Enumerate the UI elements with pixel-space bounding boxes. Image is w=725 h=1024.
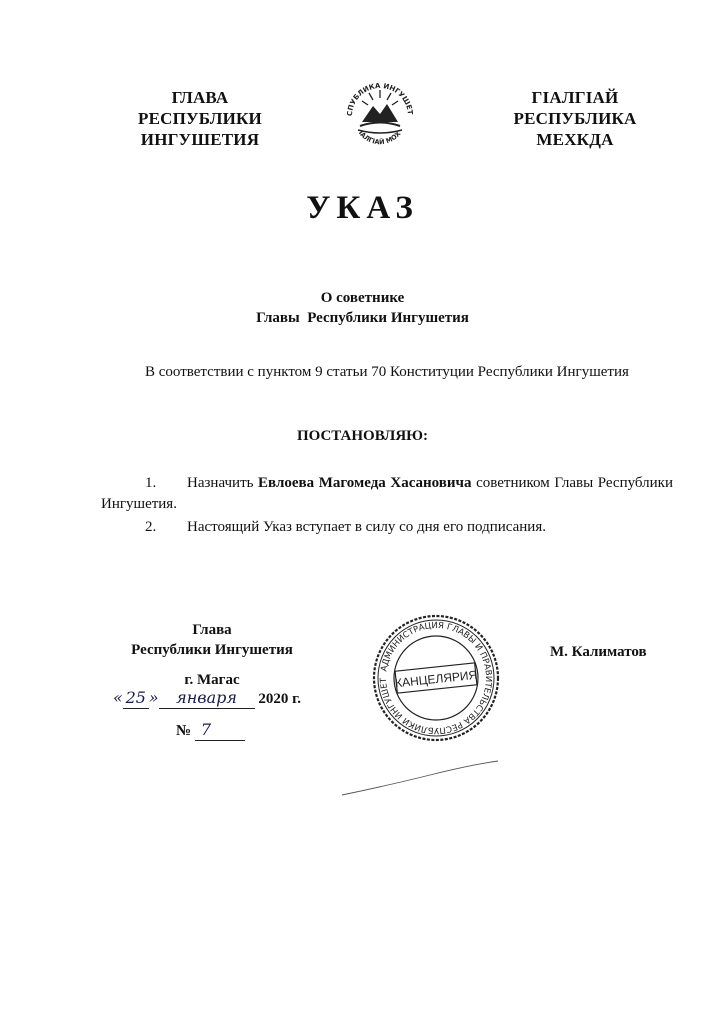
header-left-line-3: ИНГУШЕТИЯ xyxy=(140,130,260,149)
signature-position xyxy=(112,620,312,660)
signature-position-line-2: Республики Ингушетия xyxy=(131,642,293,658)
header-left-line-2: РЕСПУБЛИКИ xyxy=(138,109,262,128)
item-1-text-before: Назначить xyxy=(187,475,259,491)
svg-text:АДМИНИСТРАЦИЯ ГЛАВЫ И ПРАВИТЕЛ: АДМИНИСТРАЦИЯ ГЛАВЫ И ПРАВИТЕЛЬСТВА РЕСПУБЛИКИ ИНГУШЕТ xyxy=(378,620,494,736)
item-2-number: 2. xyxy=(145,519,157,535)
item-1-number: 1. xyxy=(145,475,157,491)
document-number xyxy=(176,720,245,741)
item-2-text: Настоящий Указ вступает в силу со дня его подписания. xyxy=(187,519,546,535)
header-left xyxy=(105,87,295,150)
date-day: 25 xyxy=(123,688,149,709)
signature-position-line-1: Глава xyxy=(192,622,232,638)
item-1-text-after: советником Главы Республики Ингушетия. xyxy=(101,475,677,512)
stamp-center-label: КАНЦЕЛЯРИЯ xyxy=(394,667,478,691)
date-month: января xyxy=(159,688,255,709)
svg-text:РЕСПУБЛИКА ИНГУШЕТИЯ: СПУБЛИКА ИНГУШЕТ xyxy=(345,81,415,117)
preamble-paragraph: В соответствии с пунктом 9 статьи 70 Конституции Республики Ингушетия xyxy=(145,364,629,380)
document-subject xyxy=(0,288,725,328)
date-open-quote: « xyxy=(113,688,123,707)
signatory-name: М. Калиматов xyxy=(550,644,647,660)
item-1-appointee: Евлоева Магомеда Хасановича xyxy=(258,475,472,491)
document-title: УКАЗ xyxy=(306,190,419,226)
decree-item-1 xyxy=(101,473,677,515)
header-right-line-1: ГIАЛГIАЙ xyxy=(531,88,619,107)
header-right-line-3: МЕХКДА xyxy=(536,130,614,149)
number-value: 7 xyxy=(195,720,245,741)
office-stamp xyxy=(370,612,502,744)
decree-item-2 xyxy=(101,517,673,538)
signing-place: г. Магас xyxy=(184,672,240,688)
header-left-line-1: ГЛАВА xyxy=(171,88,229,107)
handwritten-signature xyxy=(340,755,500,805)
number-label: № xyxy=(176,723,192,739)
header-right-line-2: РЕСПУБЛИКА xyxy=(513,109,637,128)
header-right xyxy=(490,87,660,150)
decree-heading: ПОСТАНОВЛЯЮ: xyxy=(296,428,429,444)
svg-text:ГIАЛГIАЙ МОХК: IАЛГIАЙ МОХ xyxy=(356,129,403,147)
emblem-icon xyxy=(340,72,420,152)
subject-line-1: О советнике xyxy=(320,290,405,306)
date-close-quote: » xyxy=(148,688,159,707)
date-year: 2020 г. xyxy=(258,691,301,707)
subject-line-2: Главы Республики Ингушетия xyxy=(256,310,469,326)
signing-date xyxy=(113,688,301,709)
